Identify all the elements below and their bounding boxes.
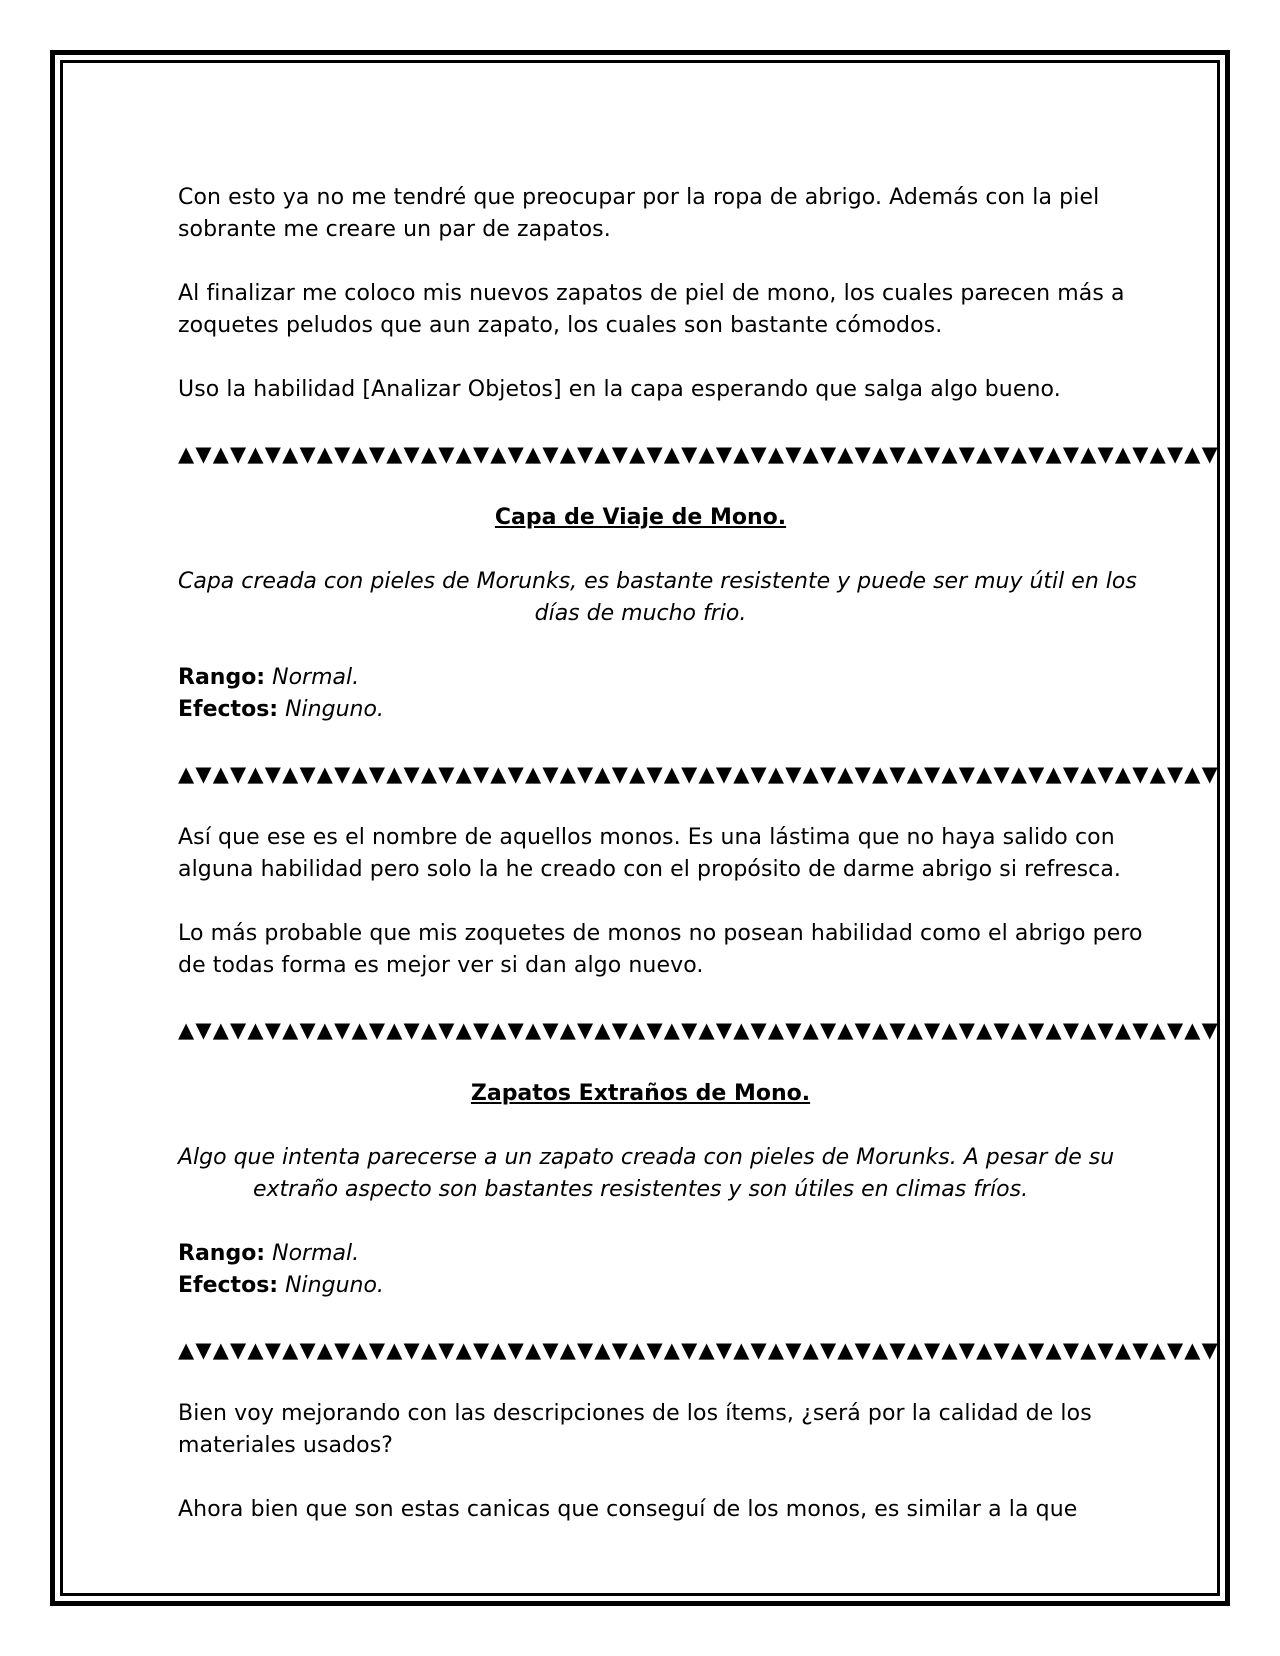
text-line: Bien voy mejorando con las descripciones de los ítems, ¿será por la calidad de los [178, 1401, 1092, 1426]
paragraph [178, 182, 1103, 246]
effects-value: Ninguno. [285, 1273, 384, 1298]
item-description [178, 566, 1137, 630]
triangle-divider: ▲▼▲▼▲▼▲▼▲▼▲▼▲▼▲▼▲▼▲▼▲▼▲▼▲▼▲▼▲▼▲▼▲▼▲▼▲▼▲▼▲▼▲▼▲▼▲▼▲▼▲▼▲▼▲▼▲▼▲▼ [178, 1338, 1219, 1362]
effects-label: Efectos: [178, 697, 279, 722]
rank-row [178, 1238, 1103, 1270]
text-line: días de mucho frio. [534, 601, 747, 626]
text-line: Así que ese es el nombre de aquellos monos. Es una lástima que no haya salido con [178, 825, 1115, 850]
paragraph [178, 374, 1103, 406]
paragraph [178, 822, 1122, 886]
item-title: Capa de Viaje de Mono. [494, 505, 787, 530]
item-stats [178, 662, 1103, 726]
triangle-divider: ▲▼▲▼▲▼▲▼▲▼▲▼▲▼▲▼▲▼▲▼▲▼▲▼▲▼▲▼▲▼▲▼▲▼▲▼▲▼▲▼▲▼▲▼▲▼▲▼▲▼▲▼▲▼▲▼▲▼▲▼ [178, 1018, 1219, 1042]
text-line: alguna habilidad pero solo la he creado con el propósito de darme abrigo si refresca. [178, 857, 1122, 882]
text-line: Con esto ya no me tendré que preocupar por la ropa de abrigo. Además con la piel [178, 185, 1100, 210]
paragraph [178, 278, 1125, 342]
item-stats [178, 1238, 1103, 1302]
triangle-divider: ▲▼▲▼▲▼▲▼▲▼▲▼▲▼▲▼▲▼▲▼▲▼▲▼▲▼▲▼▲▼▲▼▲▼▲▼▲▼▲▼▲▼▲▼▲▼▲▼▲▼▲▼▲▼▲▼▲▼▲▼ [178, 442, 1219, 466]
text-line: Ahora bien que son estas canicas que conseguí de los monos, es similar a la que [178, 1497, 1078, 1522]
rank-label: Rango: [178, 1241, 266, 1266]
text-line: extraño aspecto son bastantes resistentes y son útiles en climas fríos. [252, 1177, 1029, 1202]
effects-value: Ninguno. [285, 697, 384, 722]
item-title: Zapatos Extraños de Mono. [470, 1081, 811, 1106]
text-line: Algo que intenta parecerse a un zapato creada con pieles de Morunks. A pesar de su [178, 1145, 1115, 1170]
rank-label: Rango: [178, 665, 266, 690]
effects-row [178, 1270, 1103, 1302]
paragraph [178, 918, 1143, 982]
text-line: Capa creada con pieles de Morunks, es bastante resistente y puede ser muy útil en los [178, 569, 1137, 594]
paragraph [178, 1494, 1103, 1526]
triangle-divider: ▲▼▲▼▲▼▲▼▲▼▲▼▲▼▲▼▲▼▲▼▲▼▲▼▲▼▲▼▲▼▲▼▲▼▲▼▲▼▲▼▲▼▲▼▲▼▲▼▲▼▲▼▲▼▲▼▲▼▲▼ [178, 762, 1219, 786]
paragraph [178, 1398, 1103, 1462]
item-description [178, 1142, 1115, 1206]
document-body [178, 182, 1219, 1558]
text-line: Uso la habilidad [Analizar Objetos] en la capa esperando que salga algo bueno. [178, 377, 1061, 402]
text-line: Lo más probable que mis zoquetes de monos no posean habilidad como el abrigo pero [178, 921, 1143, 946]
rank-row [178, 662, 1103, 694]
text-line: materiales usados? [178, 1433, 394, 1458]
text-line: zoquetes peludos que aun zapato, los cuales son bastante cómodos. [178, 313, 943, 338]
rank-value: Normal. [272, 1241, 360, 1266]
text-line: de todas forma es mejor ver si dan algo nuevo. [178, 953, 704, 978]
text-line: sobrante me creare un par de zapatos. [178, 217, 611, 242]
effects-row [178, 694, 1103, 726]
text-line: Al finalizar me coloco mis nuevos zapatos de piel de mono, los cuales parecen más a [178, 281, 1125, 306]
rank-value: Normal. [272, 665, 360, 690]
effects-label: Efectos: [178, 1273, 279, 1298]
